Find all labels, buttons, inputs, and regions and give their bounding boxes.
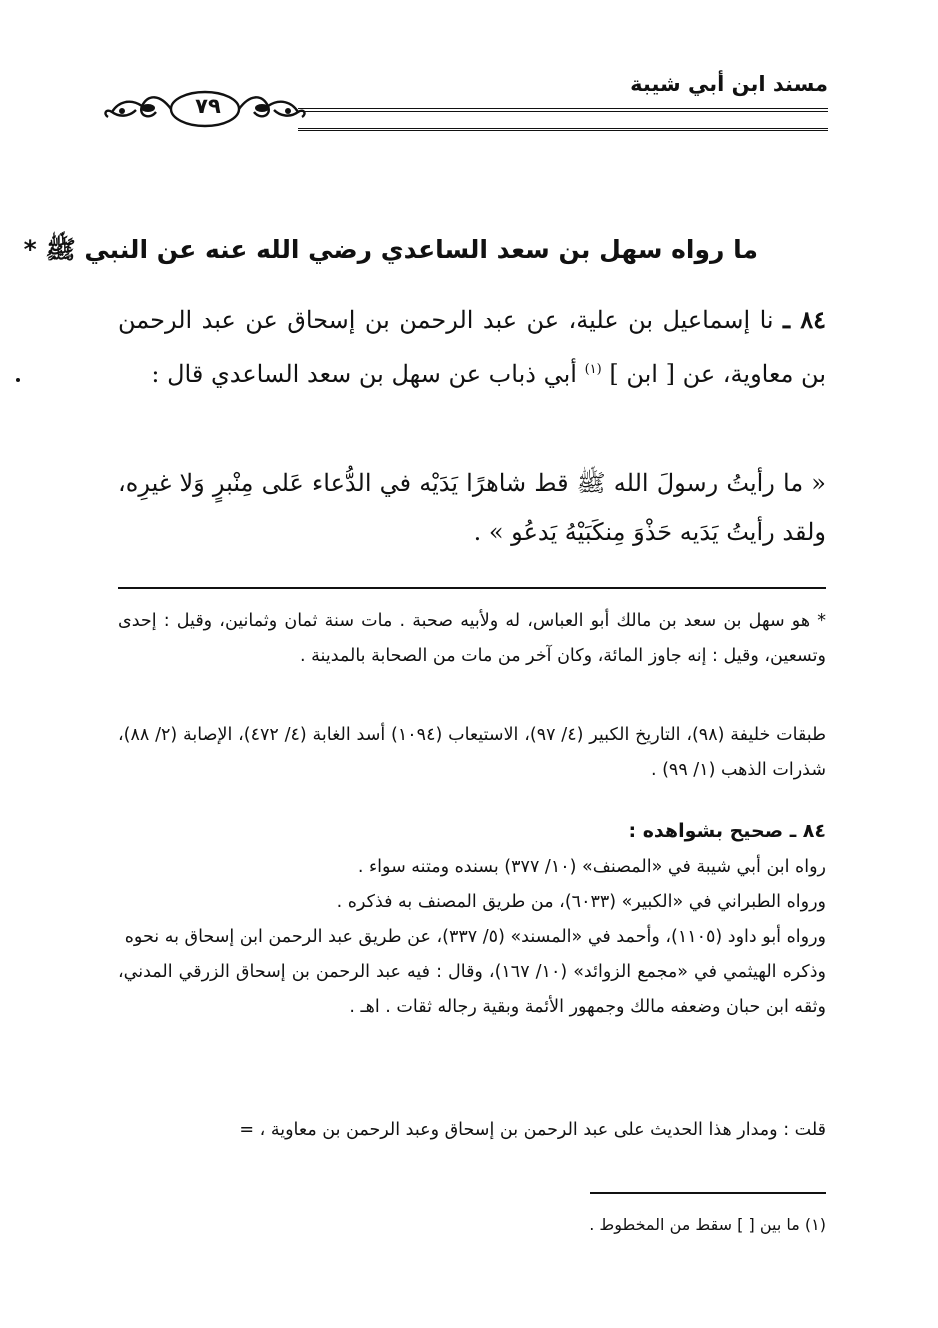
takhrij-line: وذكره الهيثمي في «مجمع الزوائد» (١٠/ ١٦٧)، وقال : فيه عبد الرحمن بن إسحاق الزرقي المدني، وثقه ابن حبان وضعفه مالك وجمهور الأئمة وبقية رجاله ثقات . اهـ .: [118, 962, 826, 1017]
takhrij-line: ورواه أبو داود (١١٠٥)، وأحمد في «المسند» (٥/ ٣٣٧)، عن طريق عبد الرحمن ابن إسحاق به نحوه: [124, 927, 826, 947]
note-marker: (١): [584, 362, 602, 377]
page-number: ٧٩: [195, 94, 221, 118]
takhrij-line: رواه ابن أبي شيبة في «المصنف» (١٠/ ٣٧٧) بسنده ومتنه سواء .: [357, 857, 826, 877]
chapter-heading: ما رواه سهل بن سعد الساعدي رضي الله عنه عن النبي ﷺ *: [23, 235, 758, 264]
hadith-chain: نا إسماعيل بن علية، عن عبد الرحمن بن إسحاق عن عبد الرحمن بن معاوية، عن [ ابن ]: [118, 306, 826, 388]
footnote-biography: * هو سهل بن سعد بن مالك أبو العباس، له ولأبيه صحبة . مات سنة ثمان وثمانين، وقيل : إحدى وتسعين، وقيل : إنه جاوز المائة، وكان آخر من مات من الصحابة بالمدينة .: [118, 611, 826, 666]
footnote-divider: [118, 587, 826, 589]
footnote-sources: طبقات خليفة (٩٨)، التاريخ الكبير (٤/ ٩٧)، الاستيعاب (١٠٩٤) أسد الغابة (٤/ ٤٧٢)، الإصابة (٢/ ٨٨)، شذرات الذهب (١/ ٩٩) .: [118, 725, 827, 780]
manuscript-note: (١) ما بين [ ] سقط من المخطوط .: [589, 1215, 826, 1234]
hadith-text: « ما رأيتُ رسولَ الله ﷺ قط شاهرًا يَدَيْه في الدُّعاء عَلى مِنْبرٍ وَلا غيرِه، ولقد رأيتُ يَدَيه حَذْوَ مِنكَبَيْهُ يَدعُو » .: [118, 469, 826, 546]
hadith-narration: [118, 295, 826, 399]
book-title: مسند ابن أبي شيبة: [630, 72, 828, 96]
takhrij-title: ٨٤ ـ صحيح بشواهده :: [628, 820, 826, 842]
takhrij-line: ورواه الطبراني في «الكبير» (٦٠٣٣)، من طريق المصنف به فذكره .: [336, 892, 826, 912]
margin-dot: [16, 378, 20, 382]
hadith-number: ٨٤ ـ: [783, 305, 826, 334]
footnote-conclusion: قلت : ومدار هذا الحديث على عبد الرحمن بن إسحاق وعبد الرحمن بن معاوية ، =: [239, 1120, 826, 1140]
note-divider: [590, 1192, 826, 1194]
hadith-chain-end: أبي ذباب عن سهل بن سعد الساعدي قال :: [151, 360, 577, 388]
header-rule: [298, 108, 828, 131]
takhrij-list: [118, 850, 826, 1025]
